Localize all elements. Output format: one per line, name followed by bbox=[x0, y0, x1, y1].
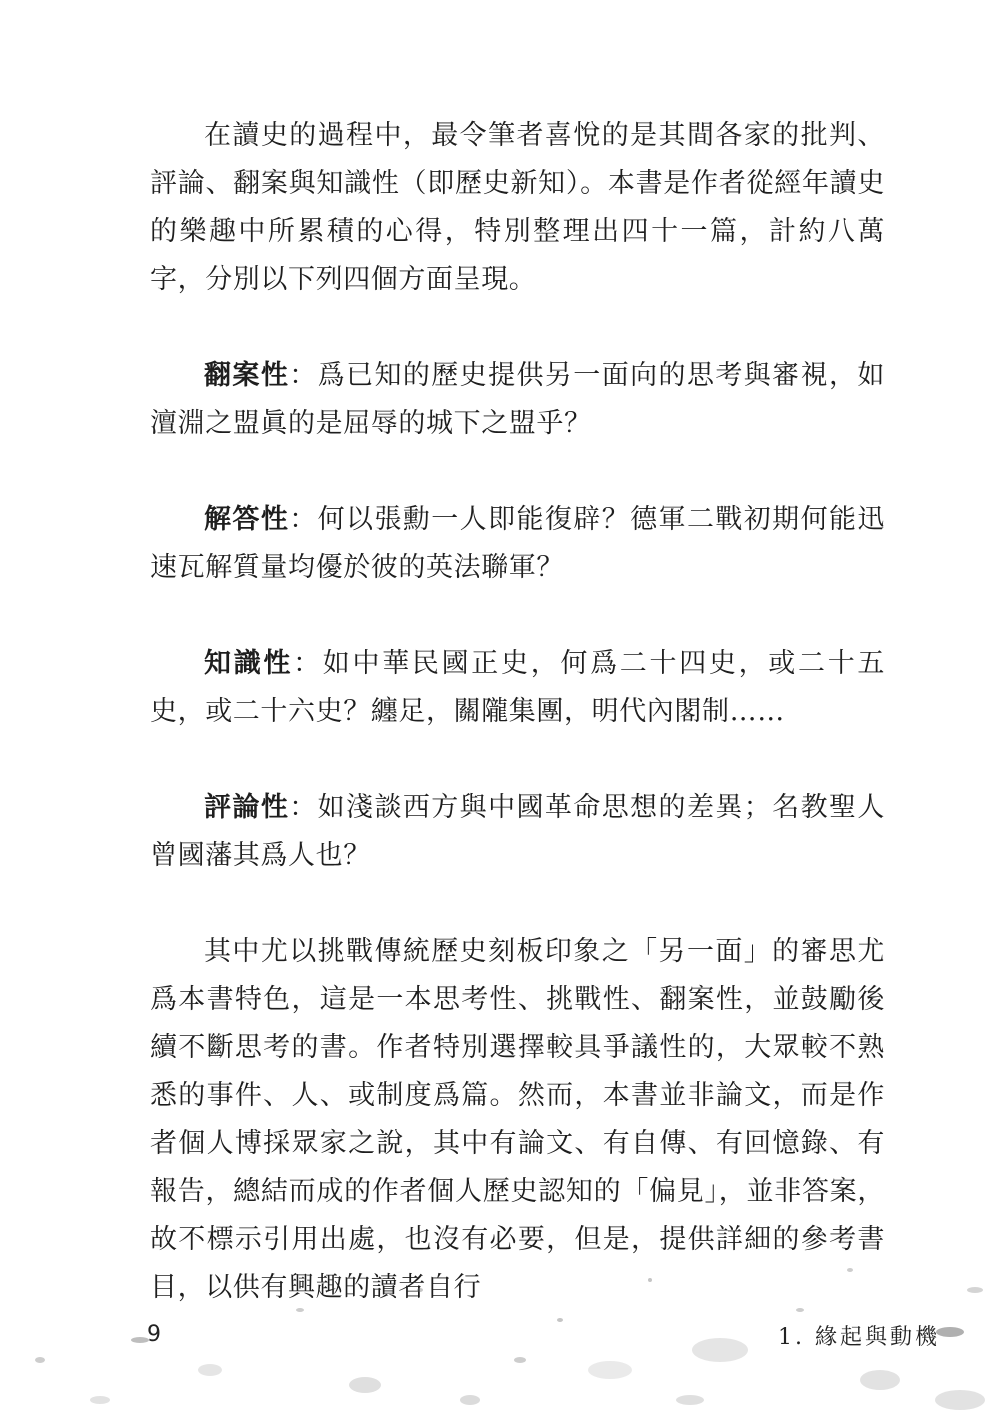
paragraph-gap bbox=[150, 736, 885, 784]
term-description: ：如中華民國正史，何爲二十四史，或二十五史，或二十六史？纏足，關隴集團，明代內閣制…… bbox=[150, 648, 885, 727]
paragraph-gap bbox=[150, 880, 885, 928]
chapter-title: 1. 緣起與動機 bbox=[778, 1325, 940, 1350]
closing-paragraph: 其中尤以挑戰傳統歷史刻板印象之「另一面」的審思尤爲本書特色，這是一本思考性、挑戰性、翻案性，並鼓勵後續不斷思考的書。作者特別選擇較具爭議性的，大眾較不熟悉的事件、人、或制度爲篇。然而，本書並非論文，而是作者個人博採眾家之說，其中有論文、有自傳、有回憶錄、有報告，總結而成的作者個人歷史認知的「偏見」，並非答案，故不標示引用出處，也沒有必要，但是，提供詳細的參考書目，以供有興趣的讀者自行 bbox=[150, 936, 885, 1303]
intro-paragraph: 在讀史的過程中，最令筆者喜悅的是其間各家的批判、評論、翻案與知識性（即歷史新知）。本書是作者從經年讀史的樂趣中所累積的心得，特別整理出四十一篇，計約八萬字，分別以下列四個方面呈現。 bbox=[150, 120, 885, 295]
definition-paragraph-answer bbox=[150, 496, 885, 592]
term-description: ：爲已知的歷史提供另一面向的思考與審視，如澶淵之盟眞的是屈辱的城下之盟乎？ bbox=[150, 360, 885, 439]
definition-paragraph-reversal bbox=[150, 352, 885, 448]
term-label: 解答性 bbox=[204, 504, 290, 535]
term-label: 翻案性 bbox=[204, 360, 290, 391]
term-description: ：如淺談西方與中國革命思想的差異；名教聖人曾國藩其爲人也？ bbox=[150, 792, 885, 871]
term-description: ：何以張勳一人即能復辟？德軍二戰初期何能迅速瓦解質量均優於彼的英法聯軍？ bbox=[150, 504, 885, 583]
body-text bbox=[150, 112, 885, 1312]
paragraph-gap bbox=[150, 304, 885, 352]
page-number: 9 bbox=[147, 1322, 161, 1347]
term-label: 評論性 bbox=[204, 792, 290, 823]
paragraph-gap bbox=[150, 592, 885, 640]
definition-paragraph-knowledge bbox=[150, 640, 885, 736]
term-label: 知識性 bbox=[204, 648, 294, 679]
paragraph-gap bbox=[150, 448, 885, 496]
definition-paragraph-commentary bbox=[150, 784, 885, 880]
